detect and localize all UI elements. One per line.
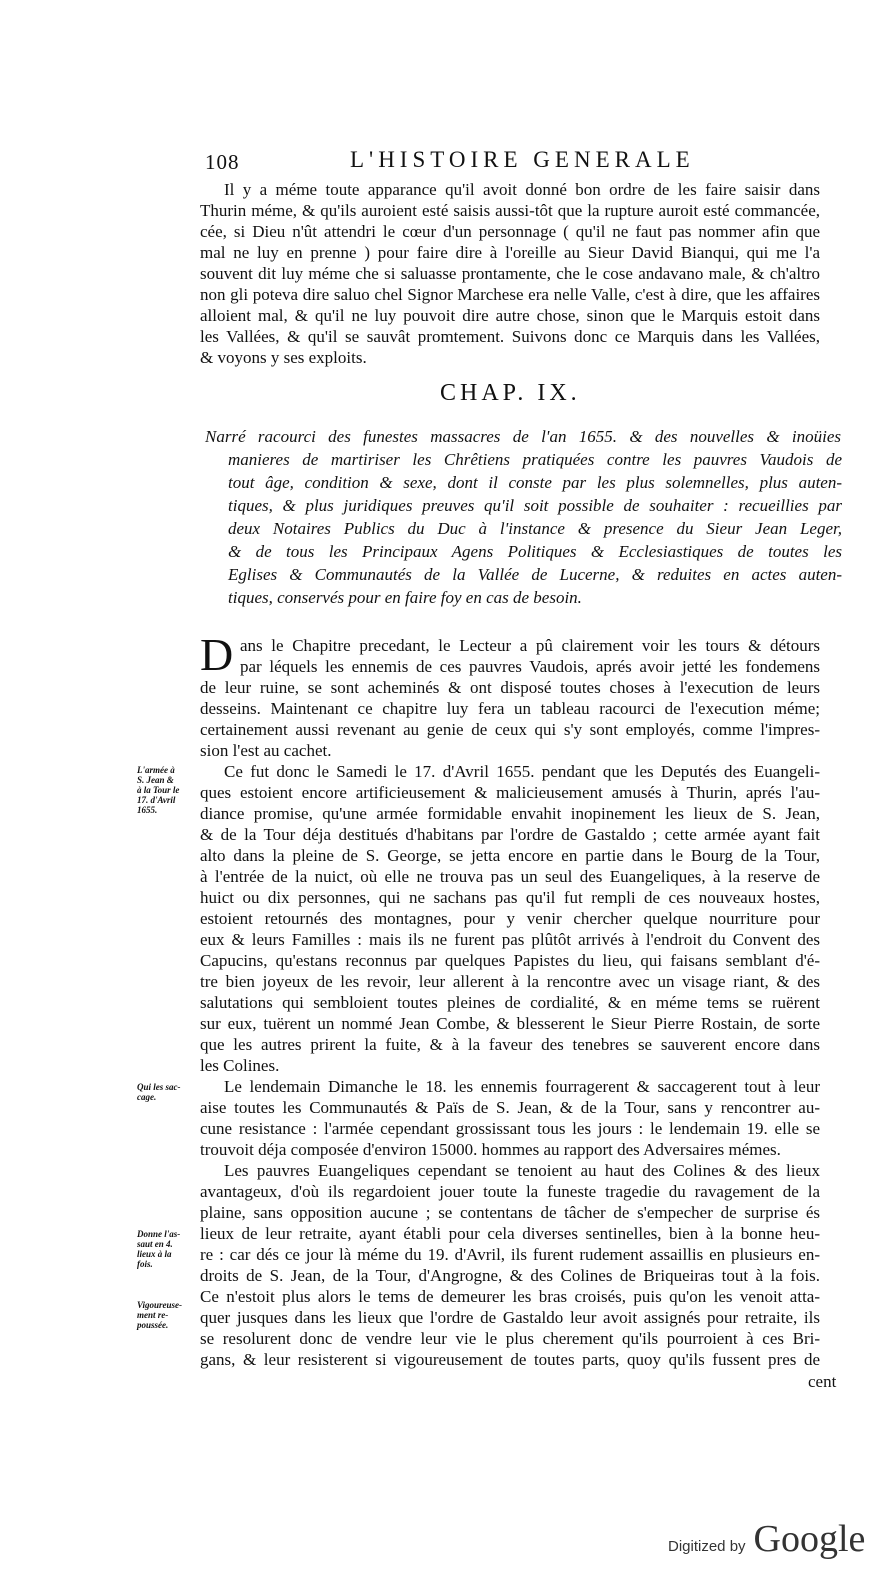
text-line: Le lendemain Dimanche le 18. les ennemis fourragerent & saccagerent tout à leur <box>224 1077 820 1096</box>
text-line: Ce fut donc le Samedi le 17. d'Avril 1655. pendant que les Deputés des Euangeli- <box>224 762 820 781</box>
summary-line: deux Notaires Publics du Duc à l'instance & presence du Sieur Jean Leger, <box>228 519 842 538</box>
text-line: certainement aussi revenant au genie de ceux qui s'y sont employés, comme l'impres- <box>200 720 820 739</box>
margin-note-line: saut en 4. <box>137 1239 173 1249</box>
summary-line: Eglises & Communautés de la Vallée de Lucerne, & reduites en actes auten- <box>228 565 842 584</box>
text-line: quer jusques dans les lieux que l'ordre de Gastaldo leur avoit assignés pour retraite, ils <box>200 1308 820 1327</box>
margin-note <box>137 1300 201 1330</box>
text-line: les Colines. <box>200 1056 280 1075</box>
text-line: non gli poteva dire saluo chel Signor Marchese era nelle Valle, c'est à dire, que les affaires <box>200 285 820 304</box>
running-title: L'HISTOIRE GENERALE <box>350 147 695 172</box>
margin-note-line: à la Tour le <box>137 785 180 795</box>
text-line: trouvoit déja composée d'environ 15000. hommes au rapport des Adversaires mémes. <box>200 1140 781 1159</box>
text-line: lieux de leur retraite, ayant établi pour cela diverses sentinelles, bien à la bonne heu- <box>200 1224 820 1243</box>
text-line: huict ou dix personnes, qui ne sachans pas qu'il fut rempli de ces nouveaux hostes, <box>200 888 820 907</box>
text-line: à l'entrée de la nuict, où elle ne trouva pas un seul des Euangeliques, à la reserve de <box>200 867 820 886</box>
margin-note-line: 17. d'Avril <box>137 795 176 805</box>
text-line: Capucins, qu'estans reconnus par quelques Papistes du lieu, qui faisans semblant d'é- <box>200 951 820 970</box>
text-line: ques estoient encore artificieusement & malicieusement amusés à Thurin, aprés l'au- <box>200 783 820 802</box>
text-line: re : car dés ce jour là méme du 19. d'Avril, ils furent rudement assaillis en plusieurs en- <box>200 1245 820 1264</box>
summary-line: & de tous les Principaux Agens Politiques & Ecclesiastiques de toutes les <box>228 542 842 561</box>
text-line: eux & leurs Familles : mais ils ne furent pas plûtôt arrivés à l'endroit du Convent des <box>200 930 820 949</box>
summary-line: manieres de martiriser les Chrêtiens pratiquées contre les pauvres Vaudois de <box>228 450 842 469</box>
text-line: avantageux, d'où ils regardoient jouer toute la funeste tragedie du ravagement de la <box>200 1182 820 1201</box>
text-line: cune resistance : l'armée cependant grossissant tous les jours : le lendemain 19. elle se <box>200 1119 820 1138</box>
margin-note-line: Vigoureuse- <box>137 1300 183 1310</box>
summary-line: tout âge, condition & sexe, dont il conste par les plus solemnelles, plus auten- <box>228 473 842 492</box>
margin-note-line: ment re- <box>137 1310 169 1320</box>
digitization-watermark <box>668 1517 865 1561</box>
chapter-title: CHAP. IX. <box>440 380 581 406</box>
margin-note-line: Qui les sac- <box>137 1082 181 1092</box>
text-line: que les autres prirent la fuite, & à la faveur des tenebres se sauverent encore dans <box>200 1035 820 1054</box>
summary-line: Narré racourci des funestes massacres de l'an 1655. & des nouvelles & inoüies <box>205 427 841 446</box>
text-line: & voyons y ses exploits. <box>200 348 367 367</box>
text-line: gans, & leur resisterent si vigoureusement de toutes parts, quoy qu'ils fussent pres de <box>200 1350 820 1369</box>
page-number: 108 <box>205 150 240 174</box>
margin-note-line: Donne l'as- <box>137 1229 181 1239</box>
text-line: Ce n'estoit plus alors le tems de demeurer les bras croisés, puis qu'on les venoit atta- <box>200 1287 820 1306</box>
text-line: de leur ruine, se sont acheminés & ont disposé toutes choses à l'execution de leurs <box>200 678 820 697</box>
text-line: estoient retournés des montagnes, pour y venir chercher quelque nourriture pour <box>200 909 820 928</box>
text-line: salutations qui sembloient toutes pleines de cordialité, & en méme tems se ruërent <box>200 993 820 1012</box>
text-line: Thurin méme, & qu'ils auroient esté saisis aussi-tôt que la rupture auroit esté commancée, <box>200 201 820 220</box>
text-line: cée, si Dieu n'ût attendri le cœur d'un personnage ( qu'il ne faut pas nommer afin que <box>200 222 820 241</box>
margin-note-line: S. Jean & <box>137 775 174 785</box>
text-line: Il y a méme toute apparance qu'il avoit donné bon ordre de les faire saisir dans <box>224 180 820 199</box>
margin-note-line: L'armée à <box>137 765 175 775</box>
text-line: aise toutes les Communautés & Païs de S. Jean, & de la Tour, sans y rencontrer au- <box>200 1098 820 1117</box>
text-line: ans le Chapitre precedant, le Lecteur a pû clairement voir les tours & détours <box>240 636 820 655</box>
margin-note-line: poussée. <box>137 1320 169 1330</box>
text-line: se resolurent donc de vendre leur vie le plus cherement qu'ils pourroient à ces Bri- <box>200 1329 820 1348</box>
text-line: les Vallées, & qu'il se sauvât promtement. Suivons donc ce Marquis dans les Vallées, <box>200 327 820 346</box>
catchword: cent <box>808 1372 837 1391</box>
text-line: Les pauvres Euangeliques cependant se tenoient au haut des Colines & des lieux <box>224 1161 820 1180</box>
text-line: sion l'est au cachet. <box>200 741 332 760</box>
text-line: alloient mal, & qu'il ne luy pouvoit dire autre chose, sinon que le Marquis estoit dans <box>200 306 820 325</box>
margin-note-line: fois. <box>137 1259 153 1269</box>
text-line: desseins. Maintenant ce chapitre luy fera un tableau racourci de l'execution méme; <box>200 699 820 718</box>
text-line: plaine, sans opposition aucune ; se contentans de tâcher de s'empecher de surprise és <box>200 1203 820 1222</box>
text-line: alto dans la pleine de S. George, se jetta encore en partie dans le Bourg de la Tour, <box>200 846 820 865</box>
watermark-prefix: Digitized by <box>668 1538 746 1555</box>
summary-line: tiques, conservés pour en faire foy en cas de besoin. <box>228 588 582 607</box>
margin-note-line: cage. <box>137 1092 157 1102</box>
margin-note-line: lieux à la <box>137 1249 172 1259</box>
google-logo: Google <box>753 1518 866 1560</box>
margin-note <box>137 765 201 815</box>
text-line: tre bien joyeux de les revoir, leur allerent à la rencontre avec un visage riant, & des <box>200 972 820 991</box>
drop-cap: D <box>200 629 234 680</box>
margin-note-line: 1655. <box>137 805 158 815</box>
text-line: & de la Tour déja destitués d'habitans par l'ordre de Gastaldo ; cette armée ayant fait <box>200 825 820 844</box>
summary-line: tiques, & plus juridiques preuves qu'il soit possible de souhaiter : recueillies par <box>228 496 842 515</box>
text-line: diance promise, qu'une armée formidable envahit inopinement les lieux de S. Jean, <box>200 804 820 823</box>
text-line: sur eux, tuërent un nommé Jean Combe, & blesserent le Sieur Pierre Rostain, de sorte <box>200 1014 820 1033</box>
margin-note <box>137 1082 201 1102</box>
text-line: souvent dit luy méme che si saluasse prontamente, che le cose andavano male, & ch'altro <box>200 264 820 283</box>
margin-note <box>137 1229 201 1269</box>
text-line: droits de S. Jean, de la Tour, d'Angrogne, & des Colines de Briqueiras tout à la fois. <box>200 1266 820 1285</box>
text-line: mal ne luy en prenne ) pour faire dire à l'oreille au Sieur David Bianqui, qui me l'a <box>200 243 820 262</box>
text-line: par léquels les ennemis de ces pauvres Vaudois, aprés avoir jetté les fondemens <box>240 657 820 676</box>
